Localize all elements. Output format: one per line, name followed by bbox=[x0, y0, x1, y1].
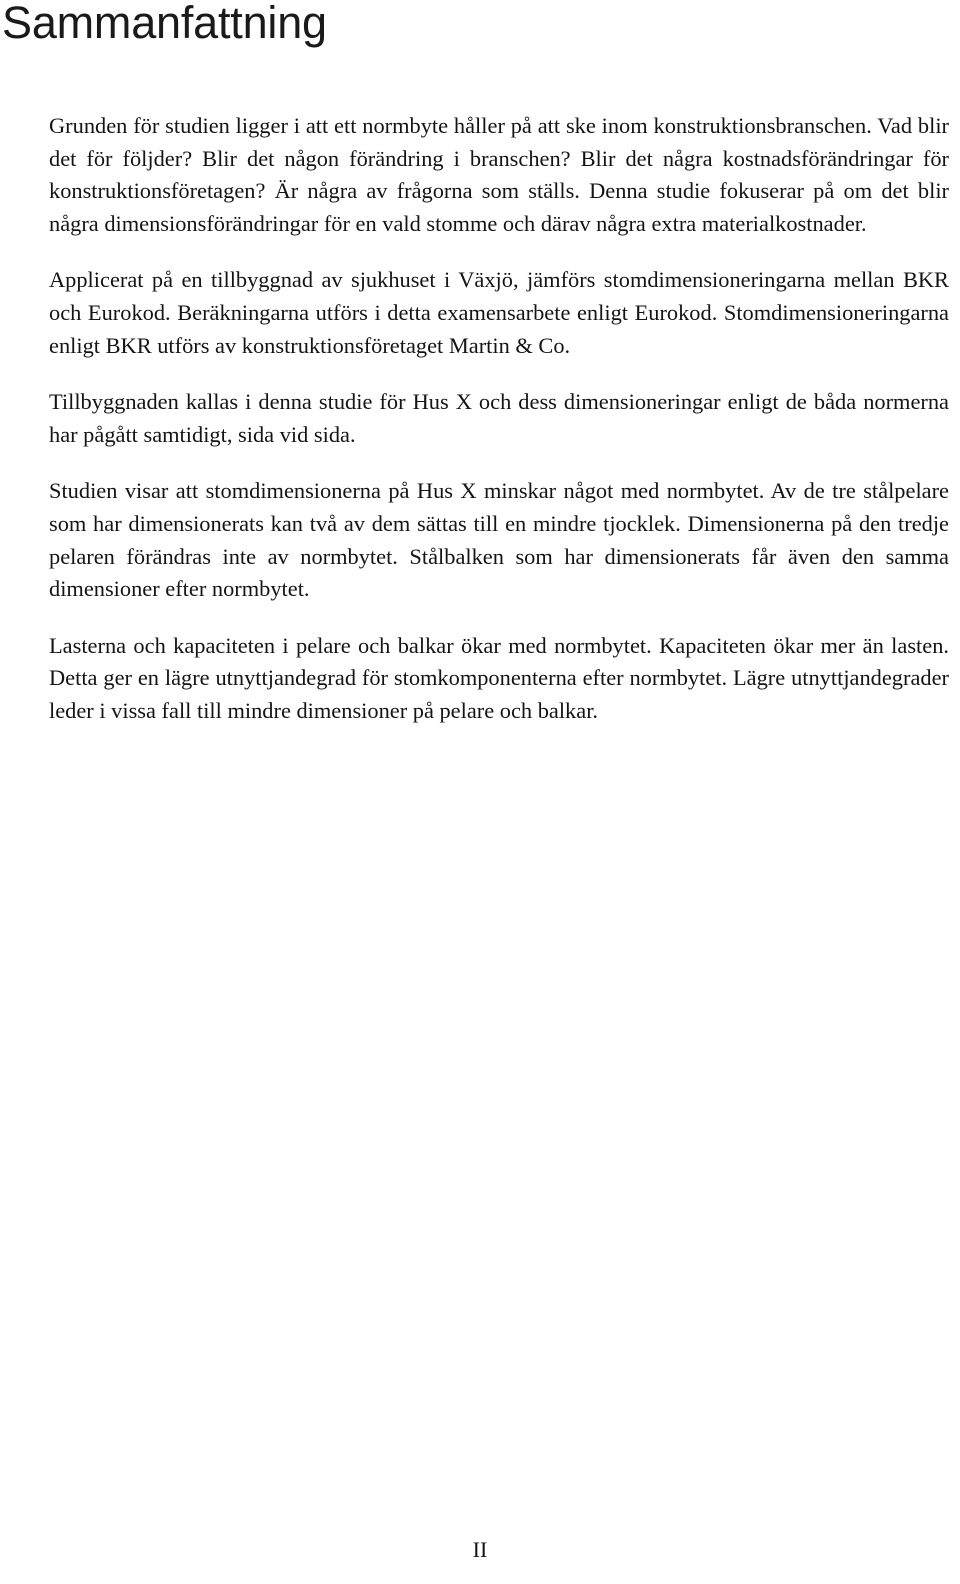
paragraph: Studien visar att stomdimensionerna på Hus X minskar något med normbytet. Av de tre stålpelare som har dimensionerats kan två av dem sättas till en mindre tjocklek. Dimensionerna på den tredje pelaren förändras inte av normbytet. Stålbalken som har dimensionerats får även den samma dimensioner efter normbytet. bbox=[49, 478, 949, 602]
document-body bbox=[49, 110, 949, 752]
page-title: Sammanfattning bbox=[2, 0, 327, 48]
page-number: II bbox=[472, 1537, 488, 1562]
paragraph: Lasterna och kapaciteten i pelare och balkar ökar med normbytet. Kapaciteten ökar mer än lasten. Detta ger en lägre utnyttjandegrad för stomkomponenterna efter normbytet. Lägre utnyttjandegrader leder i vissa fall till mindre dimensioner på pelare och balkar. bbox=[49, 632, 949, 723]
paragraph: Applicerat på en tillbyggnad av sjukhuset i Växjö, jämförs stomdimensioneringarna mellan BKR och Eurokod. Beräkningarna utförs i detta examensarbete enligt Eurokod. Stomdimensioneringarna enligt BKR utförs av konstruktionsföretaget Martin & Co. bbox=[49, 267, 949, 358]
paragraph: Grunden för studien ligger i att ett normbyte håller på att ske inom konstruktionsbranschen. Vad blir det för följder? Blir det någon förändring i branschen? Blir det några kostnadsförändringar för konstruktionsföretagen? Är några av frågorna som ställs. Denna studie fokuserar på om det blir några dimensionsförändringar för en vald stomme och därav några extra materialkostnader. bbox=[49, 113, 949, 236]
paragraph: Tillbyggnaden kallas i denna studie för Hus X och dess dimensioneringar enligt de båda normerna har pågått samtidigt, sida vid sida. bbox=[49, 389, 949, 447]
